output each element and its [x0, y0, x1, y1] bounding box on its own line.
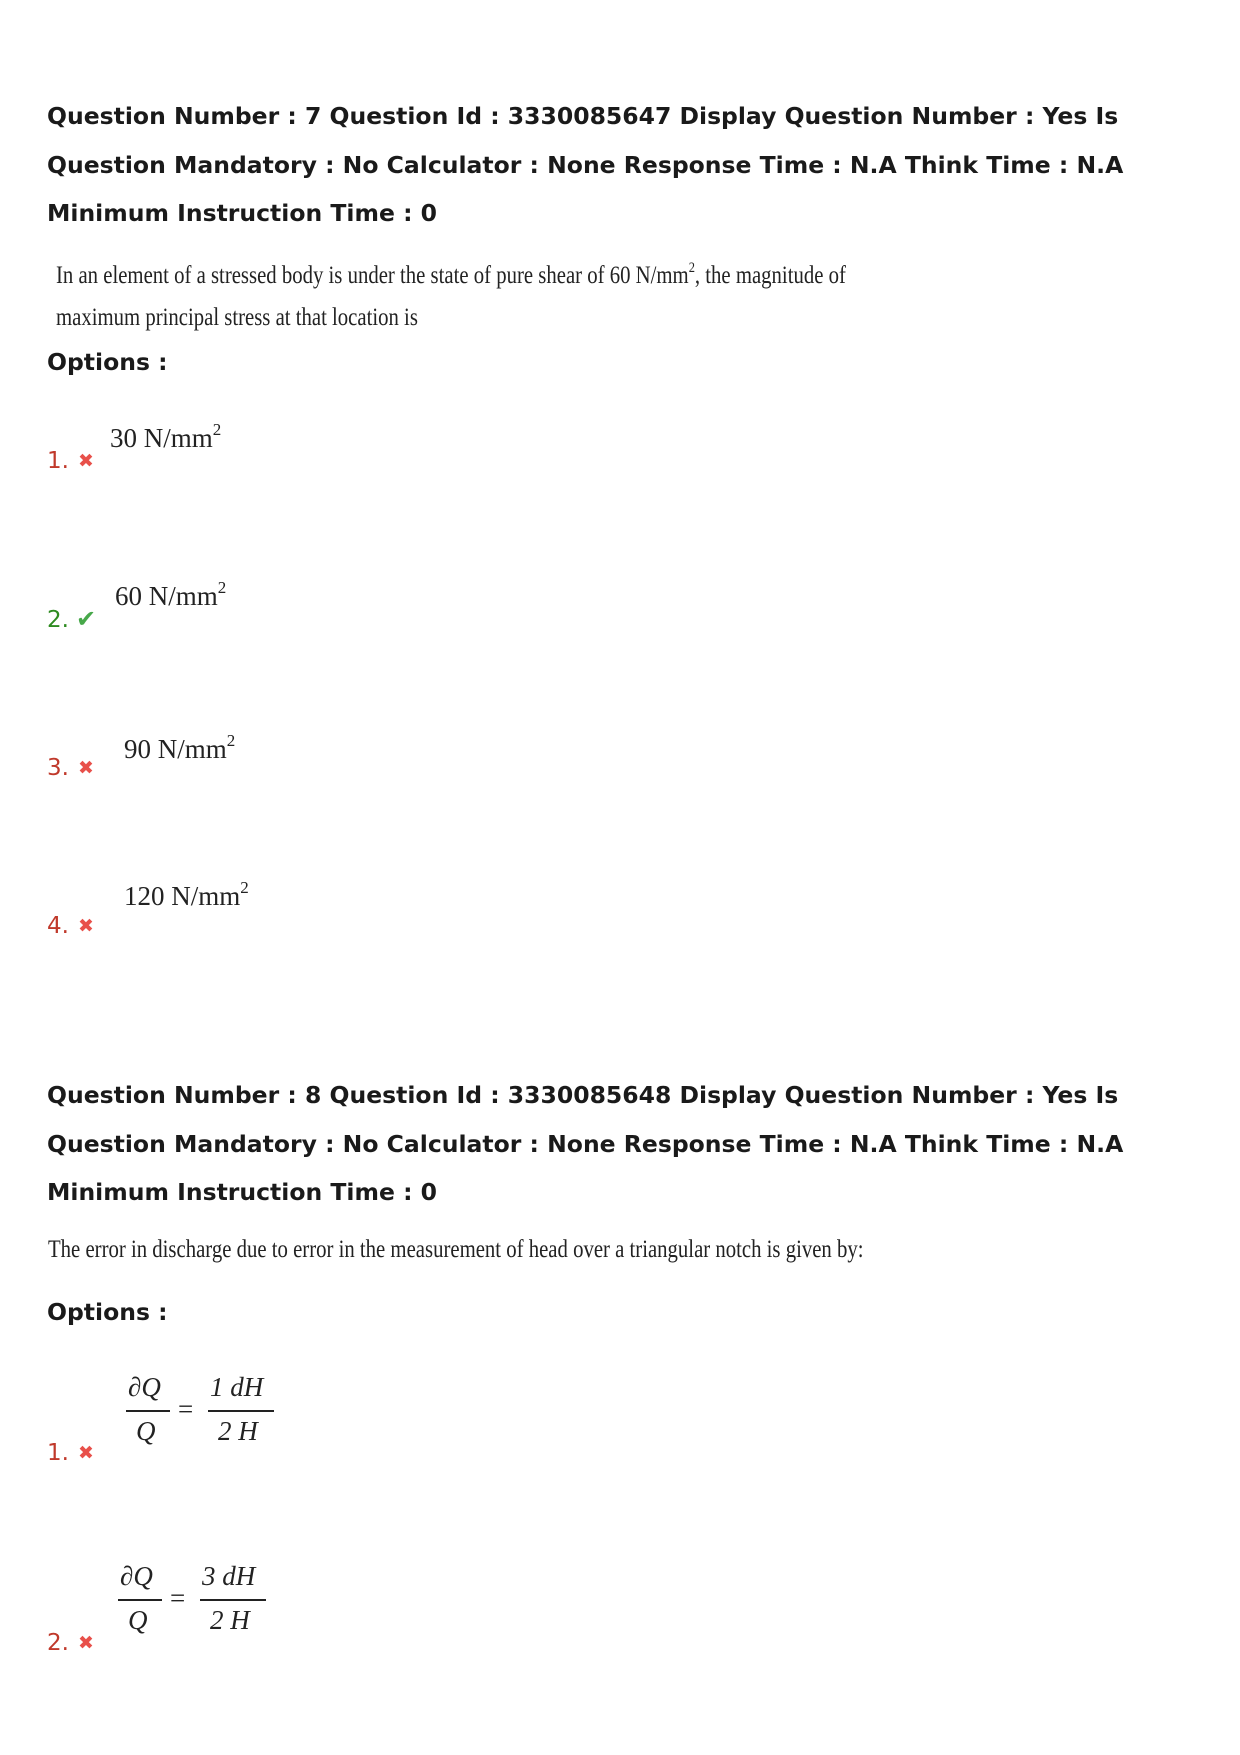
rhs-denominator: 2 H [210, 1605, 250, 1635]
option-value: 120 $N/mm^2$ [124, 878, 249, 911]
cross-icon: ✖ [78, 1442, 94, 1464]
question-8-stem: The error in discharge due to error in the measurement of head over a triangular notch is given by: [48, 1236, 864, 1263]
fraction-bar [126, 1410, 170, 1412]
question-7-options-label: Options : [47, 348, 168, 376]
question-8-options-label: Options : [47, 1298, 168, 1326]
option-number: 3. [47, 755, 69, 781]
question-7-stem-line1: In an element of a stressed body is under the state of pure shear of 60 $N/mm^2$, the magnitude of [56, 260, 846, 289]
fraction-bar [200, 1599, 266, 1601]
lhs-numerator: ∂Q [120, 1561, 153, 1591]
option-number: 1. [47, 448, 69, 474]
formula [126, 1372, 286, 1462]
question-7-meta: Question Number : 7 Question Id : 3330085647 Display Question Number : Yes Is Question Mandatory : No Calculator : None Response Time : N.A Think Time : N.A Minimum Instruction Time : 0 [47, 102, 1124, 227]
lhs-denominator: Q [136, 1416, 156, 1446]
rhs-denominator: 2 H [218, 1416, 258, 1446]
equals-sign: = [178, 1394, 194, 1424]
rhs-numerator: 3 dH [202, 1561, 256, 1591]
lhs-numerator: ∂Q [128, 1372, 161, 1402]
question-7-stem-line2: maximum principal stress at that location is [56, 304, 418, 331]
equals-sign: = [170, 1583, 186, 1613]
option-number: 4. [47, 913, 69, 939]
option-value: 60 $N/mm^2$ [115, 578, 227, 611]
lhs-denominator: Q [128, 1605, 148, 1635]
question-8-meta: Question Number : 8 Question Id : 3330085648 Display Question Number : Yes Is Question Mandatory : No Calculator : None Response Time : N.A Think Time : N.A Minimum Instruction Time : 0 [47, 1081, 1124, 1206]
option-value: 30 $N/mm^2$ [110, 420, 222, 453]
question-7-stem [56, 247, 846, 339]
option-number: 1. [47, 1440, 69, 1466]
option-number: 2. [47, 607, 69, 633]
fraction-bar [118, 1599, 162, 1601]
cross-icon: ✖ [78, 915, 94, 937]
cross-icon: ✖ [78, 757, 94, 779]
rhs-numerator: 1 dH [210, 1372, 264, 1402]
cross-icon: ✖ [78, 450, 94, 472]
option-number: 2. [47, 1630, 69, 1656]
fraction-bar [208, 1410, 274, 1412]
check-icon: ✔ [76, 605, 97, 633]
cross-icon: ✖ [78, 1632, 94, 1654]
formula [118, 1561, 278, 1651]
option-value: 90 $N/mm^2$ [124, 731, 236, 764]
